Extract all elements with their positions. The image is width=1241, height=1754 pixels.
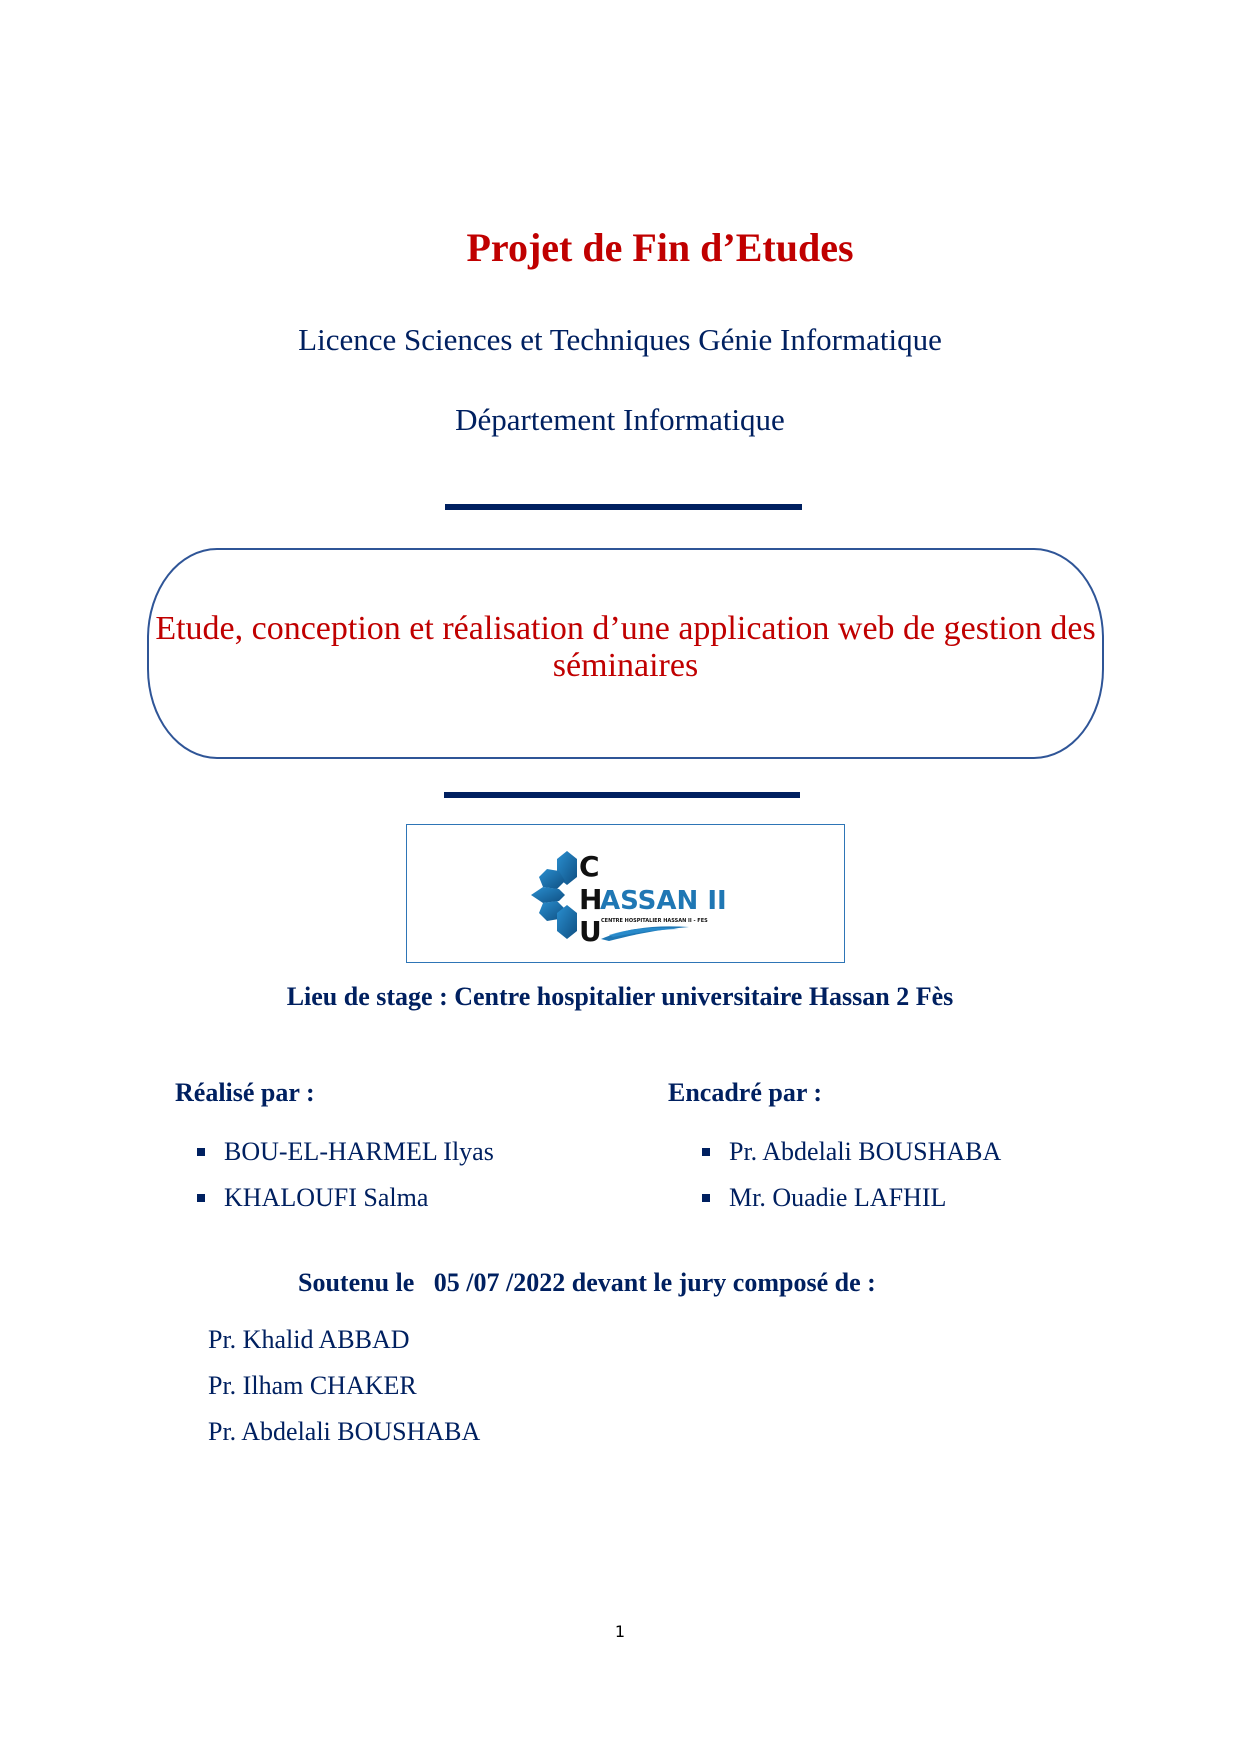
supervisors-heading: Encadré par : xyxy=(668,1078,823,1107)
subject-title: Etude, conception et réalisation d’une application web de gestion des séminaires xyxy=(155,610,1096,684)
subject-box xyxy=(147,548,1104,759)
authors-heading: Réalisé par : xyxy=(175,1078,315,1107)
separator-bottom xyxy=(444,792,800,798)
square-bullet-icon xyxy=(702,1194,710,1202)
defense-statement: Soutenu le 05 /07 /2022 devant le jury composé de : xyxy=(298,1268,876,1297)
internship-place: Lieu de stage : Centre hospitalier universitaire Hassan 2 Fès xyxy=(286,982,954,1011)
logo-tagline: CENTRE HOSPITALIER HASSAN II - FES xyxy=(601,918,708,924)
page-number: 1 xyxy=(614,1622,626,1641)
chu-hassan-ii-logo-icon xyxy=(529,843,729,947)
program-name: Licence Sciences et Techniques Génie Informatique xyxy=(298,322,942,357)
supervisor-item: Mr. Ouadie LAFHIL xyxy=(702,1183,946,1213)
square-bullet-icon xyxy=(197,1194,205,1202)
jury-member: Pr. Abdelali BOUSHABA xyxy=(208,1417,481,1446)
square-bullet-icon xyxy=(197,1148,205,1156)
jury-member: Pr. Khalid ABBAD xyxy=(208,1325,410,1354)
logo-frame xyxy=(406,824,845,963)
jury-member: Pr. Ilham CHAKER xyxy=(208,1371,417,1400)
logo-name: ASSAN II xyxy=(600,886,727,916)
logo-letter-c: C xyxy=(579,850,600,883)
logo-letter-u: U xyxy=(579,915,602,947)
supervisor-item: Pr. Abdelali BOUSHABA xyxy=(702,1137,1001,1167)
author-item: BOU-EL-HARMEL Ilyas xyxy=(197,1137,494,1167)
logo-letter-h: H xyxy=(579,883,603,916)
square-bullet-icon xyxy=(702,1148,710,1156)
main-title: Projet de Fin d’Etudes xyxy=(466,225,854,270)
department-name: Département Informatique xyxy=(455,402,785,437)
author-item: KHALOUFI Salma xyxy=(197,1183,428,1213)
separator-top xyxy=(445,504,802,510)
